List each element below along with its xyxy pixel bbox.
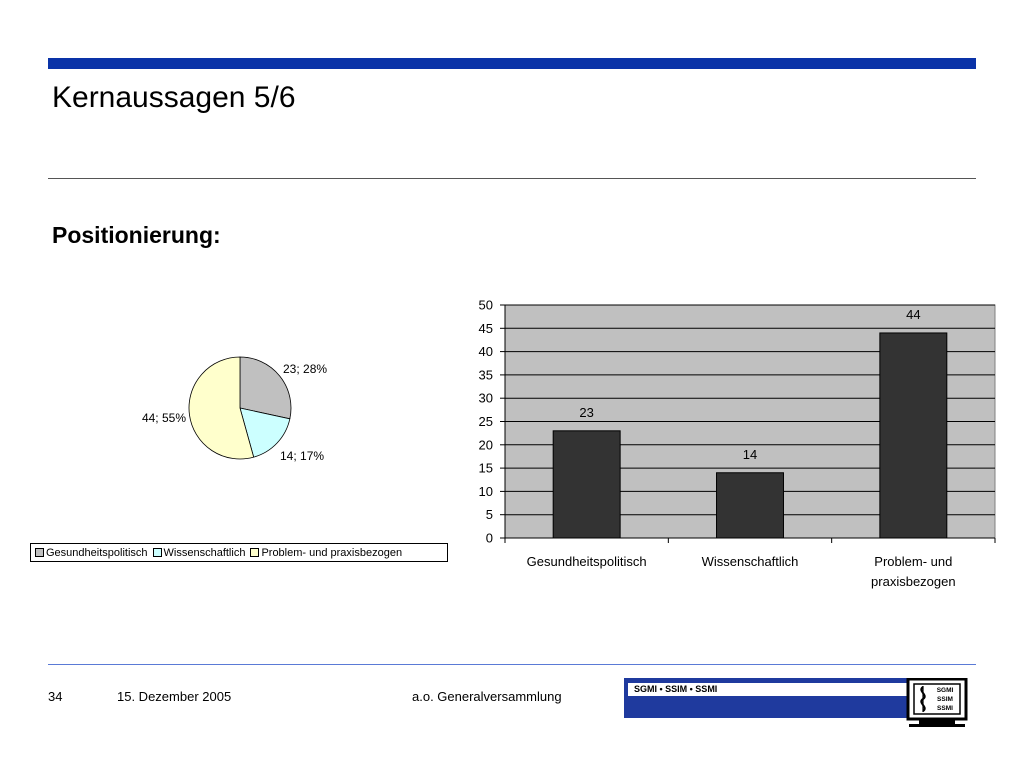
bar-data-label: 14: [742, 446, 758, 462]
legend-item: [250, 544, 402, 563]
logo-strip-text: SGMI • SSIM • SSMI: [628, 683, 908, 696]
legend-label: Wissenschaftlich: [163, 547, 246, 559]
y-tick-label: 0: [485, 530, 493, 546]
y-tick-label: 35: [478, 367, 493, 383]
y-tick-label: 5: [485, 507, 493, 523]
legend-swatch: [153, 548, 162, 557]
legend-item: [35, 544, 148, 563]
logo-monitor-line: SSIM: [937, 696, 953, 703]
y-tick-label: 15: [478, 460, 493, 476]
x-tick-label: praxisbezogen: [871, 574, 956, 589]
bar-data-label: 44: [906, 306, 921, 322]
pie-chart: [120, 340, 360, 480]
pie-data-label: 14; 17%: [280, 449, 325, 463]
pie-data-label: 44; 55%: [141, 411, 186, 425]
y-tick-label: 50: [478, 297, 493, 313]
bar-chart: [460, 292, 1005, 597]
y-tick-label: 20: [478, 437, 493, 453]
section-heading: Positionierung:: [52, 222, 221, 248]
bar-data-label: 23: [579, 404, 594, 420]
x-tick-label: Gesundheitspolitisch: [526, 554, 647, 569]
monitor-icon: [905, 678, 971, 728]
title-divider: [48, 178, 976, 179]
footer-divider: [48, 664, 976, 665]
logo-monitor-line: SGMI: [936, 687, 954, 694]
x-tick-label: Problem- und: [874, 554, 953, 569]
x-tick-label: Wissenschaftlich: [701, 554, 799, 569]
footer-date: 15. Dezember 2005: [117, 689, 232, 704]
logo-monitor-line: SSMI: [937, 705, 953, 712]
pie-data-label: 23; 28%: [283, 362, 328, 376]
y-tick-label: 25: [478, 414, 493, 429]
page-number: 34: [48, 689, 63, 704]
legend-swatch: [35, 548, 44, 557]
bar: [553, 431, 620, 538]
legend-swatch: [250, 548, 259, 557]
footer-event: a.o. Generalversammlung: [412, 689, 562, 704]
legend-item: [153, 544, 246, 563]
legend-label: Gesundheitspolitisch: [46, 547, 148, 559]
bar: [717, 473, 784, 538]
y-tick-label: 10: [478, 483, 493, 499]
top-accent-bar: [48, 58, 976, 69]
y-tick-label: 30: [478, 390, 493, 406]
bar: [880, 333, 947, 538]
legend-label: Problem- und praxisbezogen: [261, 547, 403, 559]
slide-title: Kernaussagen 5/6: [52, 81, 296, 114]
sgmi-logo: [624, 678, 976, 728]
y-tick-label: 45: [478, 320, 493, 336]
pie-legend: [30, 543, 448, 562]
y-tick-label: 40: [478, 344, 493, 360]
